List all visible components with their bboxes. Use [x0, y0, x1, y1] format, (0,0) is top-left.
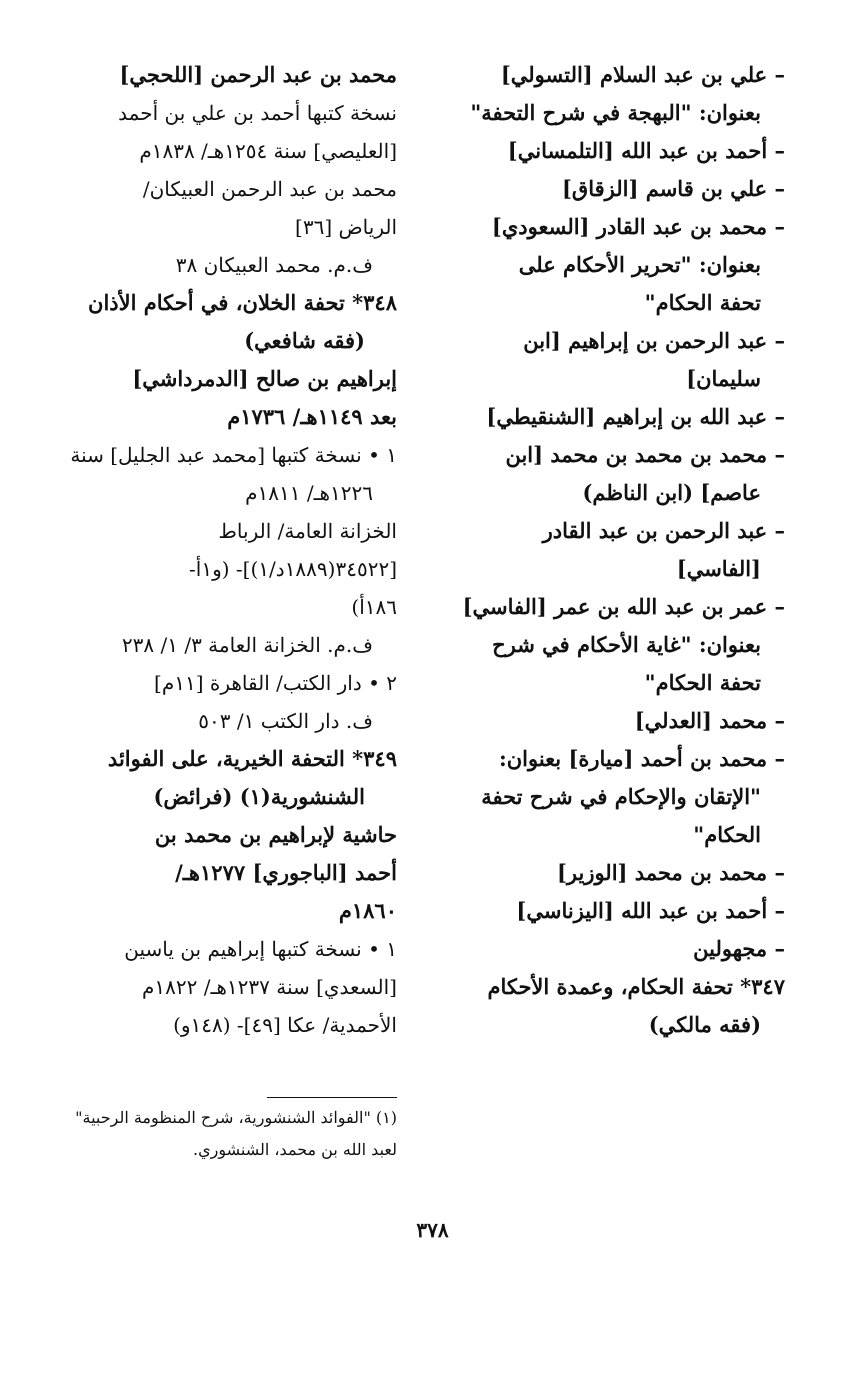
left-column-line: (فقه شافعي)	[244, 328, 365, 353]
right-column-line: بعنوان: "غاية الأحكام في شرح	[492, 632, 761, 657]
left-column-line: ١٢٢٦هـ/ ١٨١١م	[245, 481, 373, 505]
right-column-line: – عمر بن عبد الله بن عمر [الفاسي]	[462, 594, 785, 619]
left-column	[27, 56, 397, 1044]
right-column-line: – أحمد بن عبد الله [التلمساني]	[507, 138, 785, 163]
right-column-line: تحفة الحكام"	[644, 290, 761, 315]
footnote-line: (١) "الفوائد الشنشورية، شرح المنظومة الرحبية"	[75, 1108, 397, 1127]
right-column-line: – علي بن عبد السلام [التسولي]	[500, 62, 785, 87]
left-column-line: [السعدي] سنة ١٢٣٧هـ/ ١٨٢٢م	[142, 975, 397, 999]
right-column-line: – أحمد بن عبد الله [اليزناسي]	[516, 898, 785, 923]
left-column-line: إبراهيم بن صالح [الدمرداشي]	[132, 366, 397, 391]
left-column-line: الشنشورية(١) (فرائض)	[153, 784, 365, 809]
left-column-line: أحمد [الباجوري] ١٢٧٧هـ/	[175, 860, 397, 885]
left-column-line: الخزانة العامة/ الرباط	[218, 519, 397, 543]
left-column-line: ١ • نسخة كتبها [محمد عبد الجليل] سنة	[70, 443, 397, 467]
right-column	[425, 56, 785, 1044]
left-column-line: ف. دار الكتب ١/ ٥٠٣	[198, 709, 373, 733]
left-column-line: [٣٤٥٢٢(١٨٨٩د/١)]- (و١أ-	[189, 557, 397, 581]
left-column-line: [العليصي] سنة ١٢٥٤هـ/ ١٨٣٨م	[139, 139, 397, 163]
left-column-line: محمد بن عبد الرحمن [اللحجي]	[119, 62, 397, 87]
left-column-line: ٢ • دار الكتب/ القاهرة [١١م]	[154, 671, 397, 695]
left-column-line: الأحمدية/ عكا [٤٩]- (١٤٨و)	[173, 1013, 397, 1037]
left-column-line: ١٨٦أ)	[351, 595, 397, 619]
right-column-line: – علي بن قاسم [الزقاق]	[562, 176, 785, 201]
right-column-line: الحكام"	[693, 822, 761, 847]
right-column-line: – عبد الله بن إبراهيم [الشنقيطي]	[486, 404, 785, 429]
right-column-line: [الفاسي]	[676, 556, 761, 581]
right-column-line: "الإتقان والإحكام في شرح تحفة	[481, 784, 761, 809]
footnote-separator	[267, 1097, 397, 1098]
right-column-line: – محمد بن أحمد [ميارة] بعنوان:	[498, 746, 785, 771]
left-column-line: نسخة كتبها أحمد بن علي بن أحمد	[118, 101, 397, 125]
right-column-line: بعنوان: "البهجة في شرح التحفة"	[470, 100, 761, 125]
right-column-line: – محمد بن محمد [الوزير]	[556, 860, 785, 885]
left-column-line: ٣٤٩* التحفة الخيرية، على الفوائد	[107, 746, 397, 771]
right-column-line: – محمد [العدلي]	[634, 708, 785, 733]
left-column-line: الرياض [٣٦]	[295, 215, 397, 239]
left-column-line: ف.م. محمد العبيكان ٣٨	[175, 253, 373, 277]
footnotes	[7, 1102, 397, 1166]
right-column-line: – مجهولين	[693, 936, 785, 961]
right-column-line: – عبد الرحمن بن عبد القادر	[542, 518, 785, 543]
left-column-line: ١ • نسخة كتبها إبراهيم بن ياسين	[124, 937, 397, 961]
left-column-line: ف.م. الخزانة العامة ٣/ ١/ ٢٣٨	[121, 633, 373, 657]
left-column-line: حاشية لإبراهيم بن محمد بن	[154, 822, 397, 847]
page-number: ٣٧٨	[416, 1218, 449, 1242]
left-column-line: ٣٤٨* تحفة الخلان، في أحكام الأذان	[88, 290, 397, 315]
left-column-line: ١٨٦٠م	[338, 898, 397, 923]
right-column-line: بعنوان: "تحرير الأحكام على	[518, 252, 761, 277]
right-column-line: سليمان]	[686, 366, 761, 391]
right-column-line: – عبد الرحمن بن إبراهيم [ابن	[523, 328, 785, 353]
right-column-line: عاصم] (ابن الناظم)	[582, 480, 761, 505]
footnote-line: لعبد الله بن محمد، الشنشوري.	[193, 1140, 397, 1159]
right-column-line: تحفة الحكام"	[644, 670, 761, 695]
right-column-line: – محمد بن عبد القادر [السعودي]	[491, 214, 785, 239]
right-column-line: (فقه مالكي)	[648, 1012, 761, 1037]
right-column-line: – محمد بن محمد بن محمد [ابن	[505, 442, 785, 467]
left-column-line: محمد بن عبد الرحمن العبيكان/	[142, 177, 397, 201]
right-column-line: ٣٤٧* تحفة الحكام، وعمدة الأحكام	[487, 974, 785, 999]
left-column-line: بعد ١١٤٩هـ/ ١٧٣٦م	[227, 404, 397, 429]
